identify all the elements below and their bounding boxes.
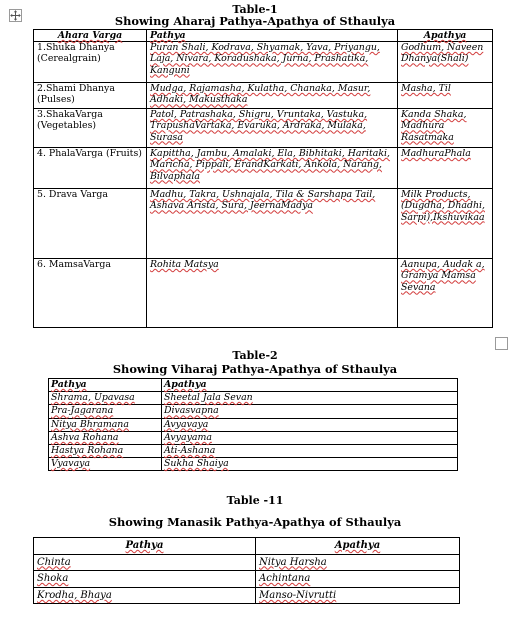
table-row xyxy=(34,42,493,83)
table2-label: Table-2 xyxy=(232,349,278,362)
table2 xyxy=(48,378,458,471)
cell-pathya: Kapittha, Jambu, Amalaki, Ela, Bibhitaki, Haritaki, Maricha, Pippali, ErandKarkati, Ankola, Narang, Bilvaphala xyxy=(147,148,398,189)
cell-apathya: Masha, Til xyxy=(398,83,493,109)
cell-apathya: MadhuraPhala xyxy=(398,148,493,189)
table3-title: Showing Manasik Pathya-Apathya of Sthaulya xyxy=(108,515,402,529)
cell-varga: 2.Shami Dhanya (Pulses) xyxy=(34,83,147,109)
table2-header-apathya: Apathya xyxy=(162,379,458,392)
cell-pathya: Shoka xyxy=(34,571,256,588)
table3 xyxy=(33,537,460,604)
table-row xyxy=(49,392,458,405)
cell-apathya: Sheetal Jala Sevan xyxy=(162,392,458,405)
cell-pathya: Chinta xyxy=(34,554,256,571)
table-row xyxy=(49,458,458,471)
table2-title: Showing Viharaj Pathya-Apathya of Sthaulya xyxy=(112,362,398,376)
table2-header-pathya: Pathya xyxy=(49,379,162,392)
table-row xyxy=(49,418,458,431)
cell-varga: 4. PhalaVarga (Fruits) xyxy=(34,148,147,189)
table-row xyxy=(34,109,493,148)
table1-label: Table-1 xyxy=(232,3,278,16)
cell-pathya: Krodha, Bhaya xyxy=(34,587,256,604)
cell-pathya: Puran Shali, Kodrava, Shyamak, Yava, Priyangu, Laja, Nivara, Koradushaka, Jurna, Prashatika, Kanguni xyxy=(147,42,398,83)
cell-pathya: Ashva Rohana xyxy=(49,431,162,444)
cell-apathya: Achintana xyxy=(256,571,460,588)
cell-pathya: Rohita Matsya xyxy=(147,259,398,328)
cell-varga: 5. Drava Varga xyxy=(34,189,147,259)
cell-apathya: Milk Products, (Dugdha, Dhadhi, Sarpi),Ikshuvikaa xyxy=(398,189,493,259)
cell-pathya: Madhu, Takra, Ushnajala, Tila & Sarshapa Tail, Ashava Arista, Sura, JeernaMadya xyxy=(147,189,398,259)
table1-header-apathya: Apathya xyxy=(398,30,493,42)
table1 xyxy=(33,29,493,328)
cell-apathya: Ati-Ashana xyxy=(162,445,458,458)
cell-apathya: Sukha Shaiya xyxy=(162,458,458,471)
table-row xyxy=(34,83,493,109)
table-row xyxy=(34,554,460,571)
cell-pathya: Hastya Rohana xyxy=(49,445,162,458)
table-row xyxy=(49,445,458,458)
cell-pathya: Pra-Jagarana xyxy=(49,405,162,418)
cell-apathya: Godhum, Naveen Dhanya(Shali) xyxy=(398,42,493,83)
cell-pathya: Nitya Bhramana xyxy=(49,418,162,431)
table-row xyxy=(49,431,458,444)
cell-pathya: Patol, Patrashaka, Shigru, Vruntaka, Vastuka, TrapushaVartaka, Evaruka, Ardraka, Mulaka, Surasa xyxy=(147,109,398,148)
table1-title: Showing Aharaj Pathya-Apathya of Sthaulya xyxy=(114,14,396,28)
cell-pathya: Shrama, Upavasa xyxy=(49,392,162,405)
cell-apathya: Manso-Nivrutti xyxy=(256,587,460,604)
table-row xyxy=(34,587,460,604)
cell-apathya: Divasvapna xyxy=(162,405,458,418)
table-row xyxy=(34,259,493,328)
table3-header-apathya: Apathya xyxy=(256,538,460,555)
table1-header-pathya: Pathya xyxy=(147,30,398,42)
cell-apathya: Kanda Shaka, Madhura Rasatmaka xyxy=(398,109,493,148)
cell-varga: 1.Shuka Dhanya (Cerealgrain) xyxy=(34,42,147,83)
table3-label: Table -11 xyxy=(226,494,284,507)
table1-header-varga: Ahara Varga xyxy=(34,30,147,42)
cell-pathya: Vyavaya xyxy=(49,458,162,471)
cell-apathya: Aanupa, Audak a, Gramya Mamsa Sevana xyxy=(398,259,493,328)
cell-varga: 3.ShakaVarga (Vegetables) xyxy=(34,109,147,148)
cell-apathya: Nitya Harsha xyxy=(256,554,460,571)
cell-apathya: Avyavaya xyxy=(162,418,458,431)
cell-varga: 6. MamsaVarga xyxy=(34,259,147,328)
table-row xyxy=(49,405,458,418)
table-row xyxy=(34,148,493,189)
table3-header-pathya: Pathya xyxy=(34,538,256,555)
table-row xyxy=(34,571,460,588)
table-row xyxy=(34,189,493,259)
cell-apathya: Avyayama xyxy=(162,431,458,444)
cell-pathya: Mudga, Rajamasha, Kulatha, Chanaka, Masur, Adhaki, Makusthaka xyxy=(147,83,398,109)
